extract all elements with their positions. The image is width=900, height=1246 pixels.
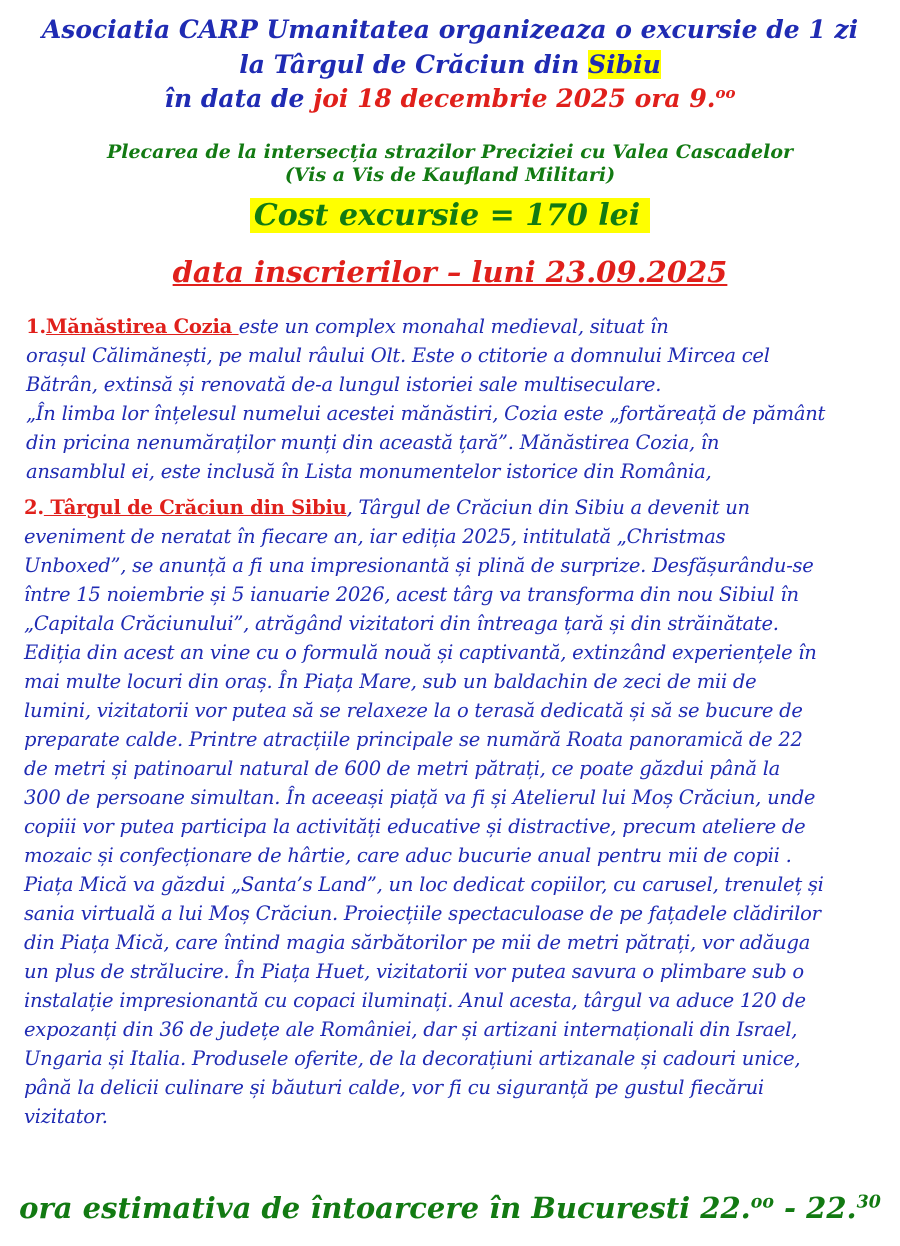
section-sibiu-line: Ungaria și Italia. Produsele oferite, de la decorațiuni artizanale și cadouri unice, <box>24 1047 801 1070</box>
section-title: Mănăstirea Cozia <box>45 315 239 338</box>
section-title: Târgul de Crăciun din Sibiu <box>43 496 347 519</box>
section-sibiu-line: copiii vor putea participa la activități educative și distractive, precum ateliere de <box>24 815 806 838</box>
section-sibiu-line: un plus de strălucire. În Piața Huet, vizitatorii vor putea savura o plimbare sub o <box>24 960 804 983</box>
section-number: 1. <box>26 315 46 338</box>
header-line-3-prefix: în data de <box>164 84 314 113</box>
departure-line-2: (Vis a Vis de Kaufland Militari) <box>284 164 616 186</box>
return-time-text: ora estimativa de întoarcere în Bucuresti 22. <box>19 1191 751 1225</box>
cost-text: Cost excursie = 170 lei <box>250 198 650 233</box>
section-sibiu-line: expozanți din 36 de județe ale României, dar și artizani internaționali din Israel, <box>24 1018 798 1041</box>
section-sibiu-line: vizitator. <box>24 1105 108 1128</box>
registration-date <box>0 253 900 291</box>
section-sibiu-line: sania virtuală a lui Moș Crăciun. Proiecțiile spectaculoase de pe fațadele clădirilor <box>24 902 821 925</box>
section-sibiu-market <box>24 493 884 1131</box>
section-sibiu-line <box>24 493 884 522</box>
section-number: 2. <box>24 496 44 519</box>
header-line-1: Asociatia CARP Umanitatea organizeaza o excursie de 1 zi <box>41 15 859 44</box>
section-sibiu-line: mozaic și confecționare de hârtie, care aduc bucurie anual pentru mii de copii . <box>24 844 792 867</box>
section-sibiu-line: între 15 noiembrie și 5 ianuarie 2026, acest târg va transforma din nou Sibiul în <box>24 583 799 606</box>
return-separator: - 22. <box>773 1191 857 1225</box>
section-sibiu-line: „Capitala Crăciunului”, atrăgând vizitatori din întreaga țară și din străinătate. <box>24 612 779 635</box>
cost-banner <box>0 196 900 236</box>
section-cozia-line: Bătrân, extinsă și renovată de-a lungul istoriei sale multiseculare. <box>26 373 662 396</box>
trip-date-text: joi 18 decembrie 2025 ora 9. <box>313 84 716 113</box>
section-sibiu-line: lumini, vizitatorii vor putea să se relaxeze la o terasă dedicată și să se bucure de <box>24 699 803 722</box>
trip-date <box>313 84 735 113</box>
section-cozia-line: orașul Călimănești, pe malul râului Olt. Este o ctitorie a domnului Mircea cel <box>26 344 770 367</box>
section-sibiu-line: de metri și patinoarul natural de 600 de metri pătrați, ce poate găzdui până la <box>24 757 781 780</box>
return-end-minutes: 30 <box>856 1192 881 1213</box>
section-sibiu-line: instalație impresionantă cu copaci iluminați. Anul acesta, târgul va aduce 120 de <box>24 989 806 1012</box>
return-start-minutes: oo <box>750 1192 774 1213</box>
section-cozia <box>26 312 882 486</box>
section-sibiu-line: eveniment de neratat în fiecare an, iar ediția 2025, intitulată „Christmas <box>24 525 726 548</box>
section-sibiu-line: mai multe locuri din oraș. În Piața Mare, sub un baldachin de zeci de mii de <box>24 670 757 693</box>
section-cozia-line: ansamblul ei, este inclusă în Lista monumentelor istorice din România, <box>26 460 712 483</box>
section-sibiu-line: preparate calde. Printre atracțiile principale se numără Roata panoramică de 22 <box>24 728 803 751</box>
trip-time-minutes: oo <box>715 84 736 102</box>
section-sibiu-line: 300 de persoane simultan. În aceeași piață va fi și Atelierul lui Moș Crăciun, unde <box>24 786 816 809</box>
section-sibiu-line: până la delicii culinare și băuturi calde, vor fi cu siguranță pe gustul fiecărui <box>24 1076 764 1099</box>
section-text: este un complex monahal medieval, situat în <box>238 315 669 338</box>
section-cozia-line <box>26 312 882 341</box>
return-time <box>0 1188 900 1228</box>
header-line-2 <box>0 49 900 81</box>
header-line-2-prefix: la Târgul de Crăciun din <box>239 50 589 79</box>
section-cozia-line: din pricina nenumăraților munți din această țară”. Mănăstirea Cozia, în <box>26 431 720 454</box>
registration-text: data inscrierilor – luni 23.09.2025 <box>172 255 728 289</box>
section-text: , Târgul de Crăciun din Sibiu a devenit un <box>346 496 750 519</box>
section-sibiu-line: Piața Mică va găzdui „Santa’s Land”, un loc dedicat copiilor, cu carusel, trenuleț și <box>24 873 824 896</box>
section-cozia-line: „În limba lor înțelesul numelui acestei mănăstiri, Cozia este „fortăreață de pământ <box>26 402 826 425</box>
header-city-highlight: Sibiu <box>588 50 661 79</box>
header-line-3 <box>0 83 900 115</box>
departure-line-1: Plecarea de la intersecția strazilor Preciziei cu Valea Cascadelor <box>106 141 794 163</box>
section-sibiu-line: Ediția din acest an vine cu o formulă nouă și captivantă, extinzând experiențele în <box>24 641 817 664</box>
section-sibiu-line: Unboxed”, se anunță a fi una impresionantă și plină de surprize. Desfășurându-se <box>24 554 814 577</box>
section-sibiu-line: din Piața Mică, care întind magia sărbătorilor pe mii de metri pătrați, vor adăuga <box>24 931 811 954</box>
